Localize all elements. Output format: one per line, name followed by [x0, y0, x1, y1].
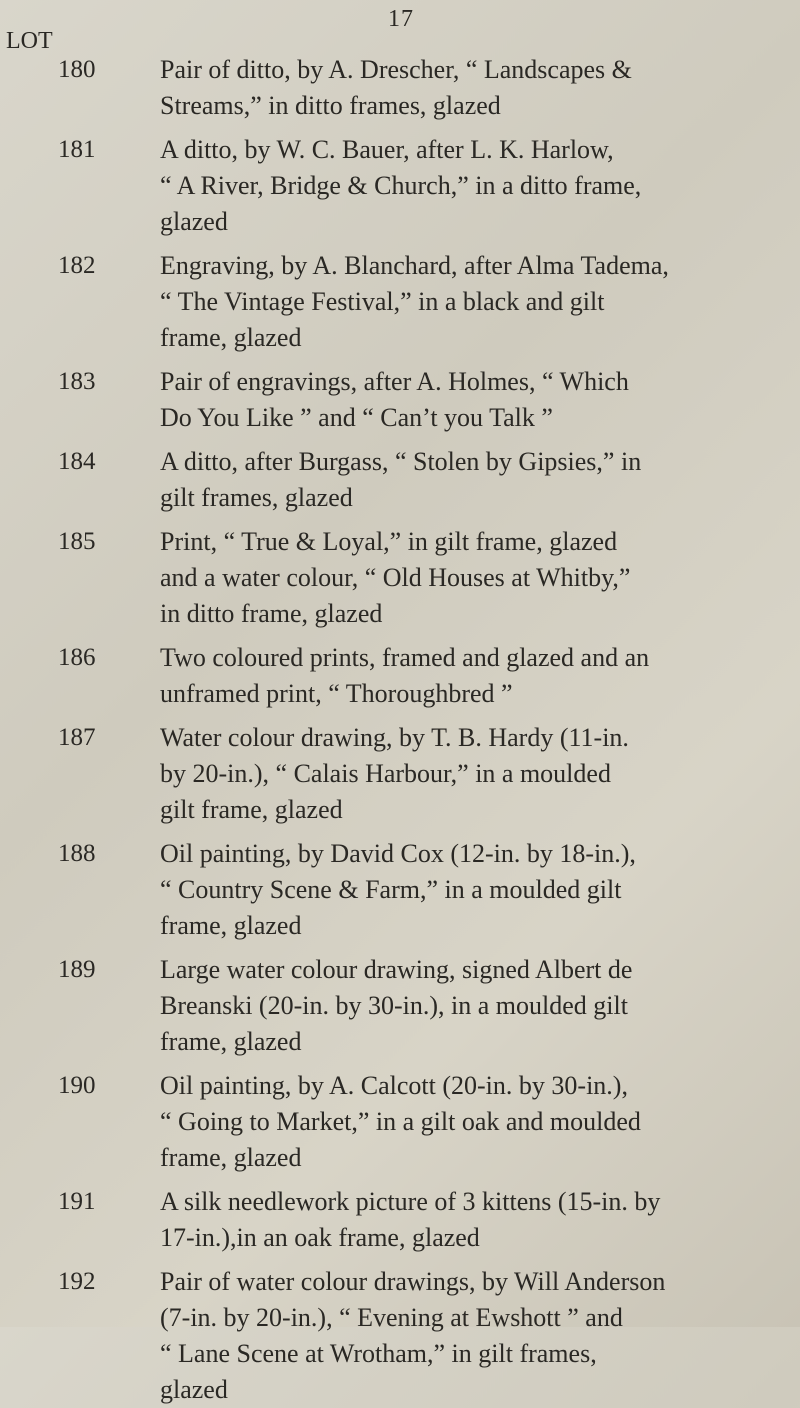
lot-description: Two coloured prints, framed and glazed and an unframed print, “ Thoroughbred ” — [160, 643, 650, 708]
lot-description: Pair of ditto, by A. Drescher, “ Landscapes & Streams,” in ditto frames, glazed — [160, 55, 632, 120]
lot-description: A silk needlework picture of 3 kittens (15-in. by 17-in.),in an oak frame, glazed — [160, 1187, 661, 1252]
page-number: 17 — [388, 6, 414, 32]
lot-number: 185 — [58, 528, 96, 555]
lot-number: 180 — [58, 56, 96, 83]
lot-description: Large water colour drawing, signed Albert de Breanski (20-in. by 30-in.), in a moulded gilt frame, glazed — [160, 955, 633, 1056]
lot-description: Water colour drawing, by T. B. Hardy (11-in. by 20-in.), “ Calais Harbour,” in a moulded gilt frame, glazed — [160, 723, 629, 824]
lot-number: 181 — [58, 136, 96, 163]
lot-description: Oil painting, by David Cox (12-in. by 18-in.), “ Country Scene & Farm,” in a moulded gilt frame, glazed — [160, 839, 636, 940]
previous-lot-label: LOT — [6, 28, 53, 54]
lot-description: Oil painting, by A. Calcott (20-in. by 30-in.), “ Going to Market,” in a gilt oak and moulded frame, glazed — [160, 1071, 641, 1172]
lot-description: A ditto, by W. C. Bauer, after L. K. Harlow, “ A River, Bridge & Church,” in a ditto frame, glazed — [160, 135, 642, 236]
lot-description: Pair of engravings, after A. Holmes, “ Which Do You Like ” and “ Can’t you Talk ” — [160, 367, 629, 432]
lot-description: Engraving, by A. Blanchard, after Alma Tadema, “ The Vintage Festival,” in a black and gilt frame, glazed — [160, 251, 669, 352]
lot-number: 186 — [58, 644, 96, 671]
lot-number: 191 — [58, 1188, 96, 1215]
lot-number: 182 — [58, 252, 96, 279]
lot-number: 184 — [58, 448, 96, 475]
lot-description: Print, “ True & Loyal,” in gilt frame, glazed and a water colour, “ Old Houses at Whitby,” in ditto frame, glazed — [160, 527, 631, 628]
lot-number: 192 — [58, 1268, 96, 1295]
lot-number: 187 — [58, 724, 96, 751]
lot-number: 190 — [58, 1072, 96, 1099]
lot-description: A ditto, after Burgass, “ Stolen by Gipsies,” in gilt frames, glazed — [160, 447, 642, 512]
lot-description: Pair of water colour drawings, by Will Anderson (7-in. by 20-in.), “ Evening at Ewshott ” and “ Lane Scene at Wrotham,” in gilt frames, glazed — [160, 1267, 666, 1404]
lot-number: 188 — [58, 840, 96, 867]
lot-number: 183 — [58, 368, 96, 395]
lot-number: 189 — [58, 956, 96, 983]
